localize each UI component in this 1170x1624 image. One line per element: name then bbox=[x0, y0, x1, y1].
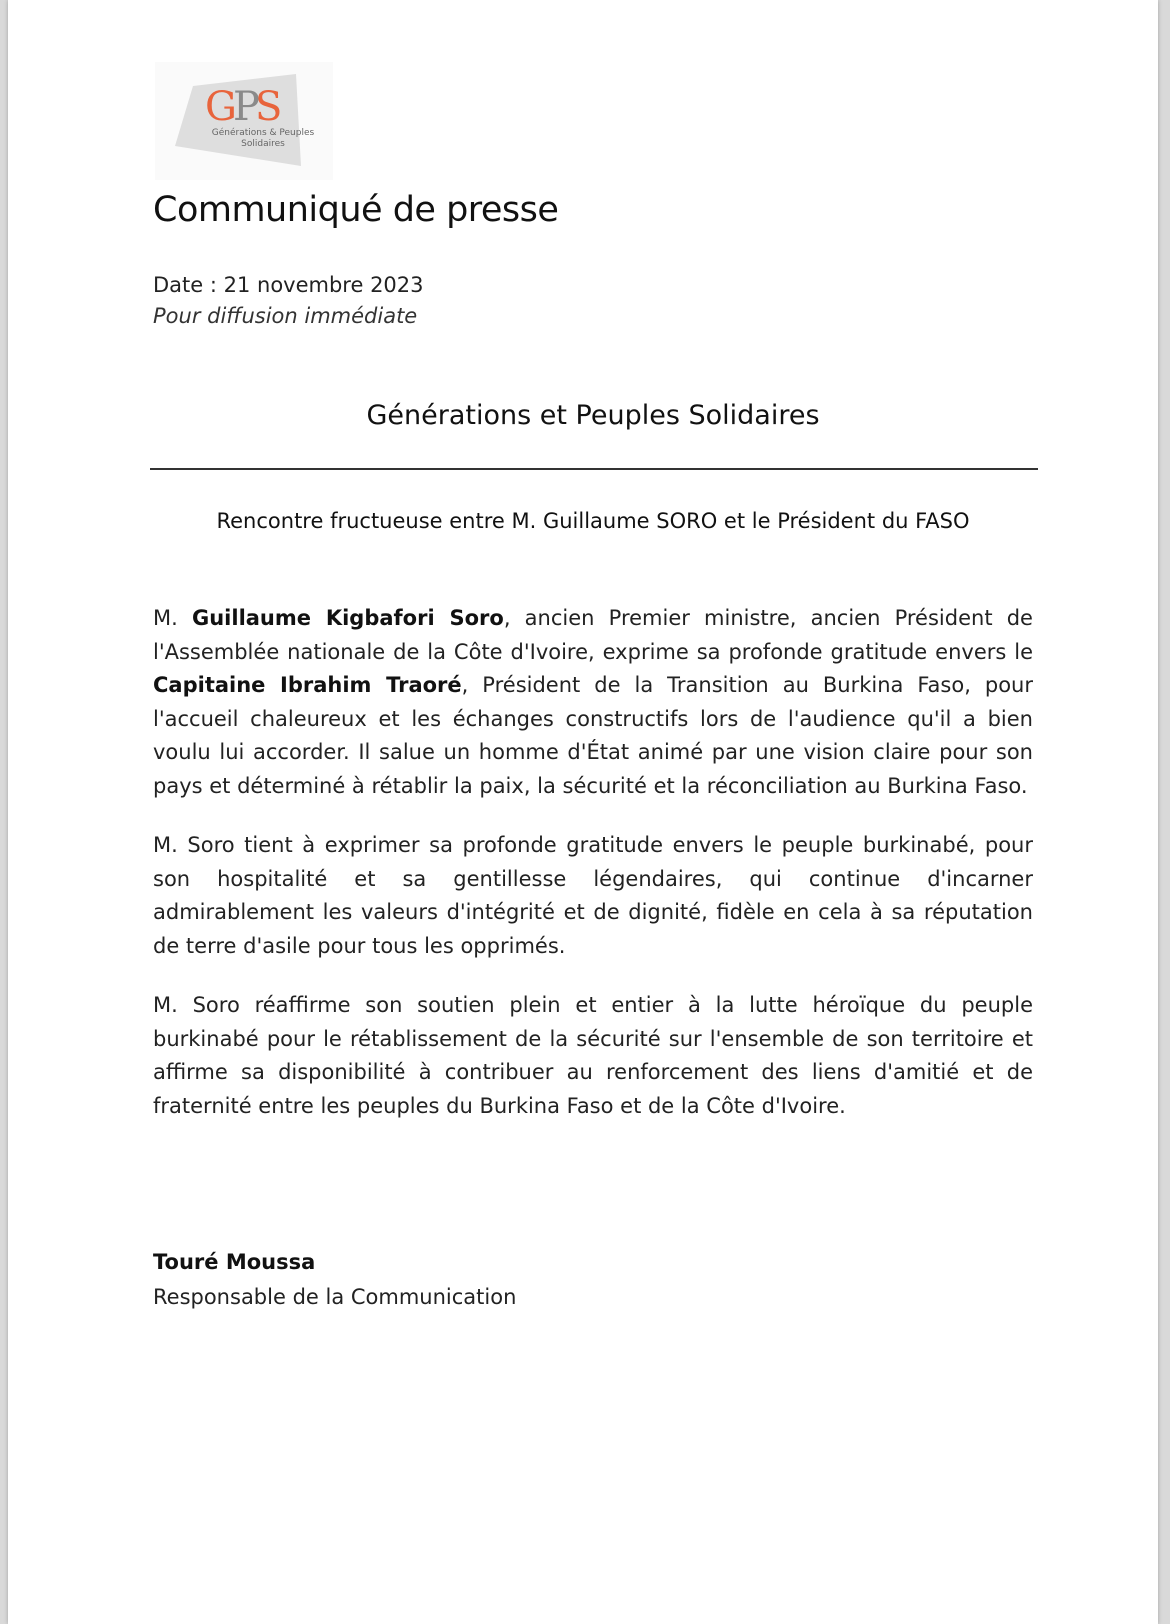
logo-letter-g: G bbox=[205, 84, 237, 130]
paragraph-3: M. Soro réaffirme son soutien plein et entier à la lutte héroïque du peuple burkinabé pour le rétablissement de la sécurité sur l'ensemble de son territoire et affirme sa disponibilité à contribuer au renforcement des liens d'amitié et de fraternité entre les peuples du Burkina Faso et de la Côte d'Ivoire. bbox=[153, 993, 1033, 1118]
diffusion-note: Pour diffusion immédiate bbox=[153, 304, 418, 328]
paragraph-1-part-e: , Président de la Transition au Burkina Faso, pour l'accueil chaleureux et les échanges constructifs lors de l'audience qu'il a bien voulu lui accorder. Il salue un homme d'État animé par une vision claire pour son pays et déterminé à rétablir la paix, la sécurité et la réconciliation au Burkina Faso. bbox=[153, 673, 1033, 798]
logo-tagline-line1: Générations & Peuples bbox=[211, 128, 315, 138]
logo-letter-s: S bbox=[255, 84, 283, 130]
document-page bbox=[8, 0, 1158, 1624]
divider bbox=[150, 468, 1038, 470]
paragraph-1-part-c: , ancien Premier ministre, ancien Président de l'Assemblée nationale de la Côte d'Ivoire, exprime sa profonde gratitude envers le bbox=[153, 606, 1033, 664]
paragraph-1-part-a: M. bbox=[153, 606, 192, 630]
gps-logo bbox=[153, 62, 333, 180]
organization-name: Générations et Peuples Solidaires bbox=[366, 400, 820, 431]
release-body bbox=[153, 602, 1033, 1149]
paragraph-1 bbox=[153, 602, 1033, 803]
release-date: Date : 21 novembre 2023 bbox=[153, 273, 424, 297]
name-guillaume-soro: Guillaume Kigbafori Soro bbox=[191, 606, 504, 630]
release-subtitle: Rencontre fructueuse entre M. Guillaume SORO et le Président du FASO bbox=[216, 509, 970, 533]
logo-letter-p: P bbox=[233, 84, 260, 130]
logo-tagline-line2: Solidaires bbox=[241, 139, 285, 149]
signatory-name: Touré Moussa bbox=[153, 1250, 316, 1274]
paragraph-2: M. Soro tient à exprimer sa profonde gratitude envers le peuple burkinabé, pour son hospitalité et sa gentillesse légendaires, qui continue d'incarner admirablement les valeurs d'intégrité et de dignité, fidèle en cela à sa réputation de terre d'asile pour tous les opprimés. bbox=[153, 833, 1033, 958]
name-ibrahim-traore: Capitaine Ibrahim Traoré bbox=[153, 673, 462, 697]
signatory-role: Responsable de la Communication bbox=[153, 1285, 517, 1309]
page-title: Communiqué de presse bbox=[153, 190, 559, 230]
